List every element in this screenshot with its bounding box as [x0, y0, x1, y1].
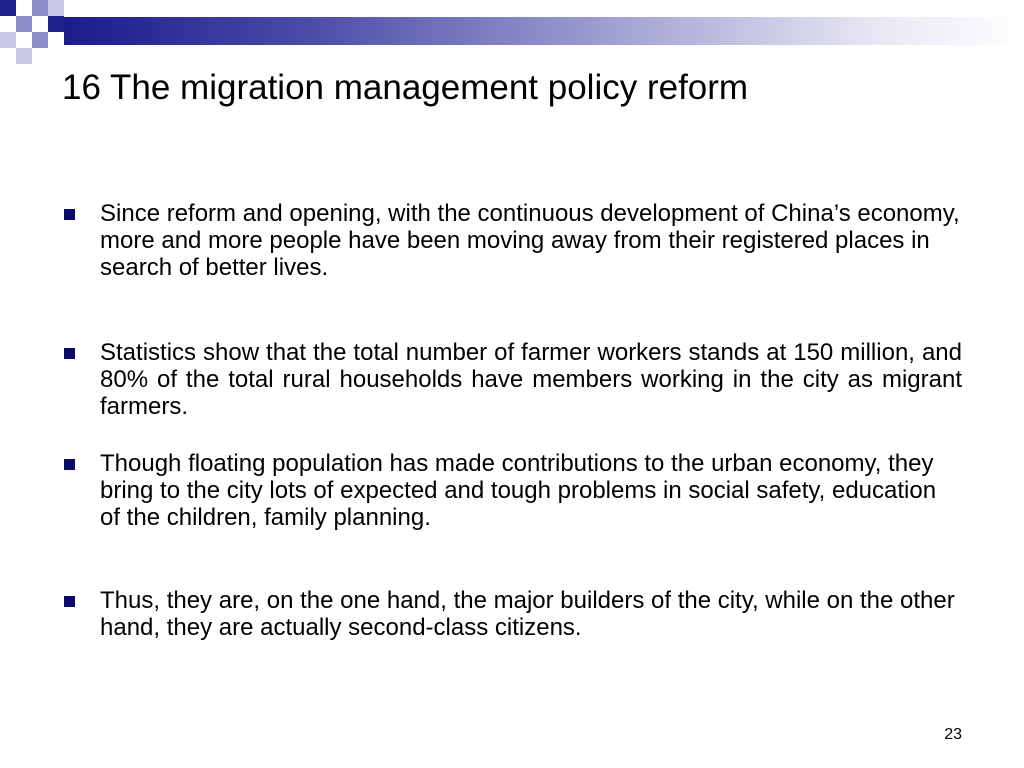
decor-square [16, 48, 32, 64]
decor-square [0, 32, 16, 48]
header-gradient-band [64, 17, 1024, 45]
bullet-text: Though floating population has made contributions to the urban economy, they bring to the city lots of expected and tough problems in social safety, education of the children, family planning. [100, 450, 937, 531]
square-bullet-icon [64, 459, 75, 470]
bullet-text: Thus, they are, on the one hand, the major builders of the city, while on the other hand, they are actually second-class citizens. [100, 587, 955, 641]
decor-square [16, 16, 32, 32]
decor-square [0, 0, 16, 16]
decor-square [32, 32, 48, 48]
square-bullet-icon [64, 596, 75, 607]
bullet-text: Since reform and opening, with the continuous development of China’s economy, more and more people have been moving away from their registered places in search of better lives. [100, 200, 960, 281]
bullet-text: Statistics show that the total number of farmer workers stands at 150 million, and 80% of the total rural households have members working in the city as migrant farmers. [100, 339, 962, 420]
page-number: 23 [944, 726, 962, 743]
square-bullet-icon [64, 348, 75, 359]
decor-square [32, 0, 48, 16]
header-decoration [0, 0, 1024, 64]
decor-square [48, 16, 64, 32]
decor-square [48, 0, 64, 16]
slide-title: 16 The migration management policy reform [62, 68, 749, 107]
square-bullet-icon [64, 209, 75, 220]
